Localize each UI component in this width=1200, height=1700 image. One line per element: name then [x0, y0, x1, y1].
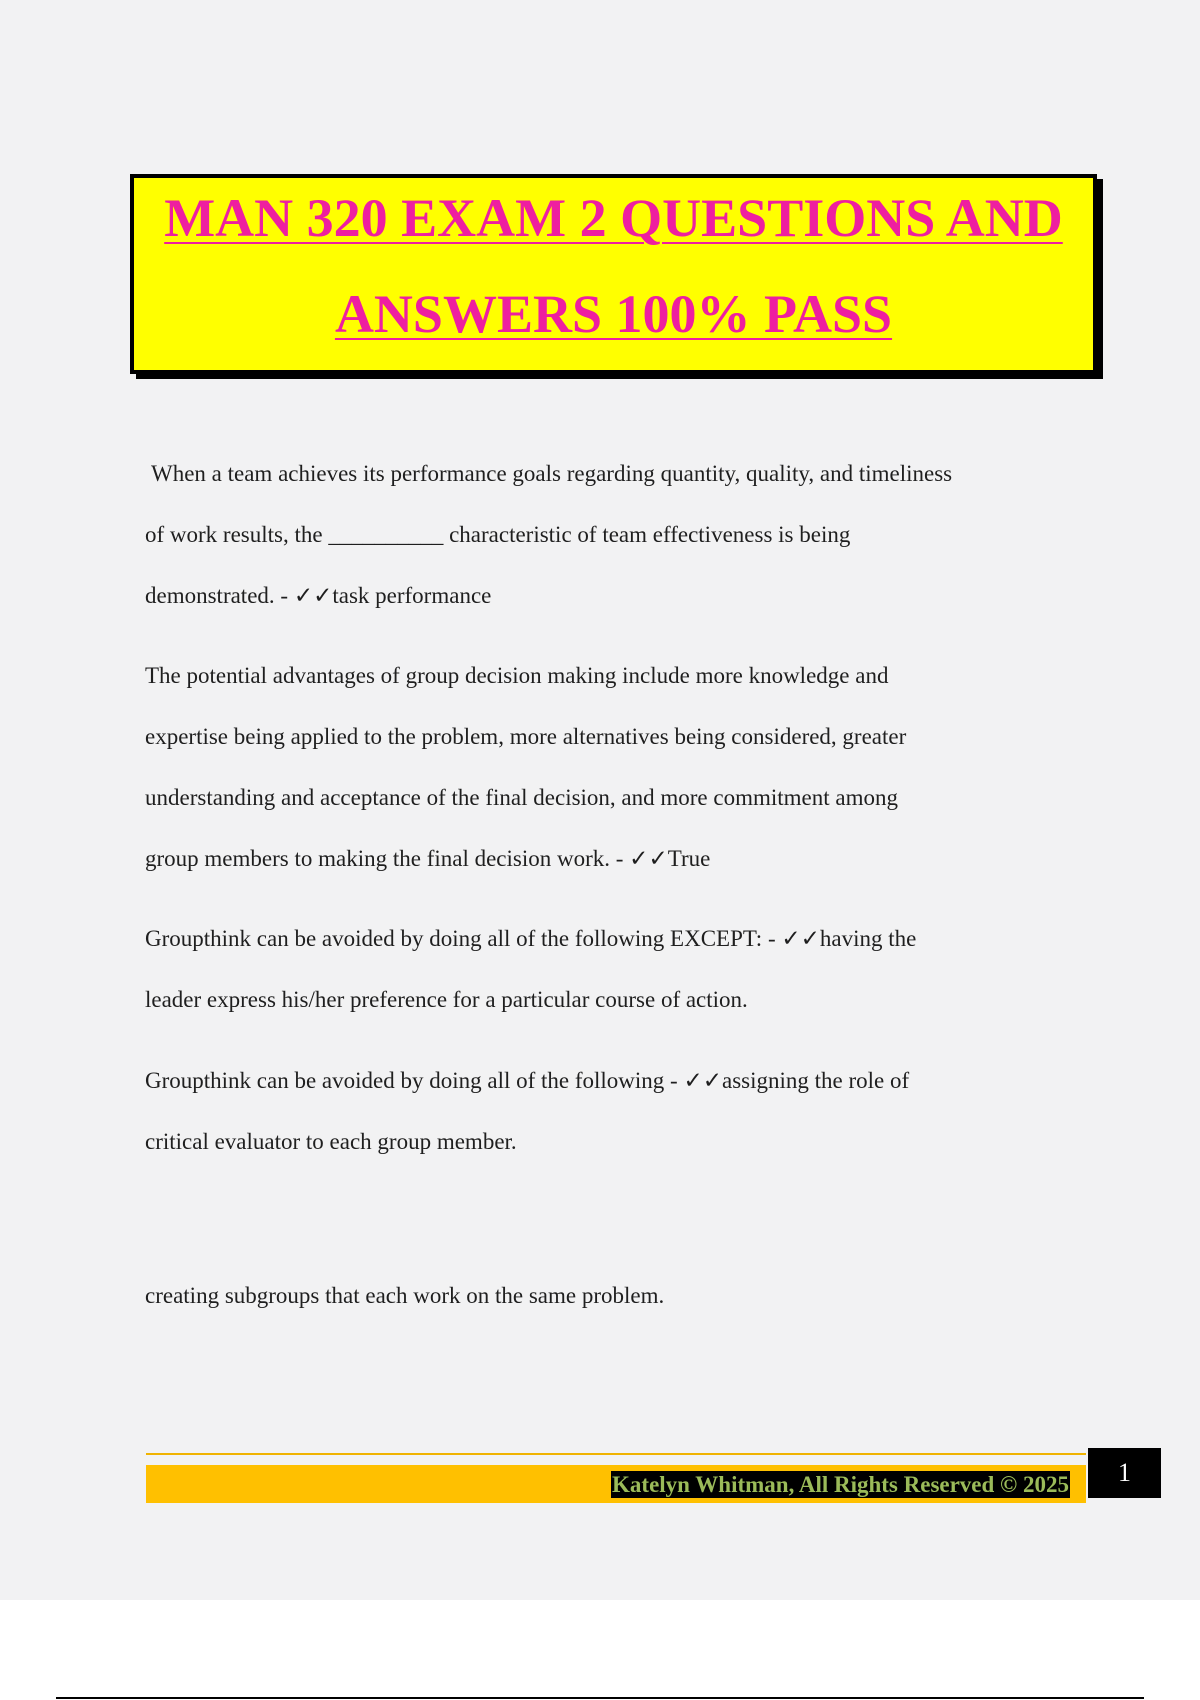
footer-divider	[146, 1453, 1086, 1455]
text-line: creating subgroups that each work on the same problem.	[145, 1283, 665, 1308]
text-line: Groupthink can be avoided by doing all of the following - ✓✓assigning the role of	[145, 1068, 910, 1093]
footer-bar	[146, 1465, 1086, 1503]
text-line: Groupthink can be avoided by doing all of the following EXCEPT: - ✓✓having the	[145, 926, 917, 951]
question-paragraph-4	[145, 1050, 1095, 1172]
question-paragraph-1	[145, 443, 1095, 626]
text-line: critical evaluator to each group member.	[145, 1129, 517, 1154]
page-bottom-rule	[56, 1697, 1144, 1699]
footer-copyright: Katelyn Whitman, All Rights Reserved © 2025	[612, 1472, 1069, 1497]
title-box	[130, 174, 1097, 374]
text-line: leader express his/her preference for a particular course of action.	[145, 987, 748, 1012]
page-number: 1	[1088, 1448, 1161, 1498]
question-paragraph-3	[145, 908, 1095, 1030]
text-line: of work results, the __________ characteristic of team effectiveness is being	[145, 522, 851, 547]
document-title-line-2: ANSWERS 100% PASS	[334, 284, 893, 344]
text-line: The potential advantages of group decision making include more knowledge and	[145, 663, 889, 688]
question-paragraph-5	[145, 1265, 1095, 1326]
text-line: When a team achieves its performance goals regarding quantity, quality, and timeliness	[151, 461, 953, 486]
text-line: expertise being applied to the problem, more alternatives being considered, greater	[145, 724, 907, 749]
question-paragraph-2	[145, 645, 1095, 889]
text-line: group members to making the final decision work. - ✓✓True	[145, 846, 711, 871]
text-line: demonstrated. - ✓✓task performance	[145, 583, 492, 608]
text-line: understanding and acceptance of the final decision, and more commitment among	[145, 785, 898, 810]
document-title-line-1: MAN 320 EXAM 2 QUESTIONS AND	[164, 188, 1063, 248]
